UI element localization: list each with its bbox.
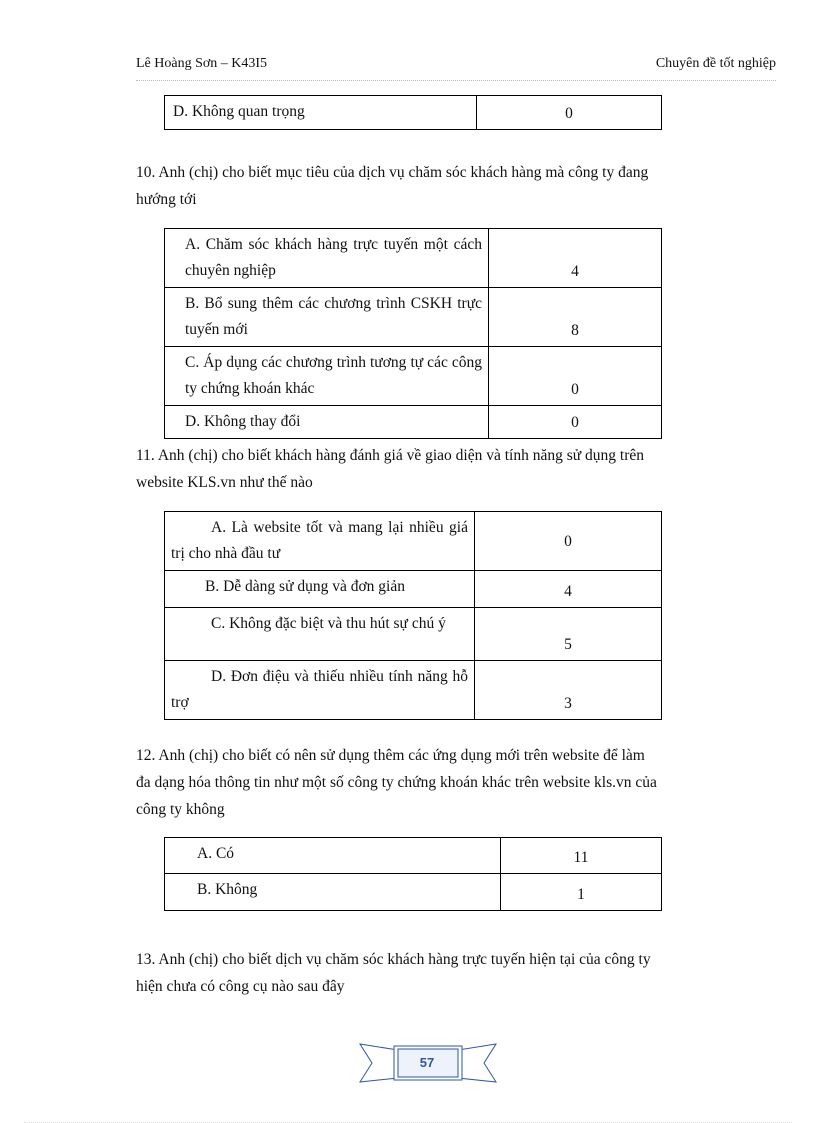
answer-table-q9 — [164, 95, 662, 130]
table-row — [165, 661, 662, 720]
question-text: 13. Anh (chị) cho biết dịch vụ chăm sóc khách hàng trực tuyến hiện tại của công ty — [136, 951, 651, 968]
question-text: 12. Anh (chị) cho biết có nên sử dụng thêm các ứng dụng mới trên website để làm — [136, 747, 645, 764]
question-text: 10. Anh (chị) cho biết mục tiêu của dịch vụ chăm sóc khách hàng mà công ty đang — [136, 164, 649, 181]
table-row — [165, 96, 662, 130]
question-text: hướng tới — [136, 191, 197, 208]
answer-count: 0 — [489, 406, 662, 439]
answer-count: 0 — [477, 96, 662, 130]
banner-right-ribbon — [458, 1044, 496, 1082]
answer-label: D. Đơn điệu và thiếu nhiều tính năng hỗ trợ — [165, 661, 475, 720]
answer-table-q10 — [164, 228, 662, 439]
answer-label: A. Có — [165, 838, 501, 874]
answer-count: 1 — [501, 874, 662, 911]
table-row — [165, 874, 662, 911]
answer-label: C. Áp dụng các chương trình tương tự các công ty chứng khoán khác — [165, 347, 489, 406]
answer-count: 0 — [489, 347, 662, 406]
answer-count: 11 — [501, 838, 662, 874]
table-row — [165, 347, 662, 406]
question-text: hiện chưa có công cụ nào sau đây — [136, 978, 345, 995]
answer-label: A. Là website tốt và mang lại nhiều giá trị cho nhà đầu tư — [165, 512, 475, 571]
table-row — [165, 838, 662, 874]
table-row — [165, 608, 662, 661]
question-11 — [136, 442, 738, 496]
table-row — [165, 512, 662, 571]
answer-label: D. Không thay đổi — [165, 406, 489, 439]
answer-table-q12 — [164, 837, 662, 911]
answer-label: B. Bổ sung thêm các chương trình CSKH trực tuyến mới — [165, 288, 489, 347]
answer-count: 4 — [489, 229, 662, 288]
question-text: website KLS.vn như thế nào — [136, 474, 313, 491]
table-row — [165, 571, 662, 608]
question-12 — [136, 742, 738, 823]
question-text: đa dạng hóa thông tin như một số công ty chứng khoán khác trên website kls.vn của — [136, 774, 657, 791]
answer-label: B. Dễ dàng sử dụng và đơn giản — [165, 571, 475, 608]
answer-label: C. Không đặc biệt và thu hút sự chú ý — [165, 608, 475, 661]
page-number: 57 — [419, 1055, 435, 1070]
answer-label: D. Không quan trọng — [165, 96, 477, 130]
answer-table-q11 — [164, 511, 662, 720]
table-row — [165, 406, 662, 439]
table-row — [165, 229, 662, 288]
answer-count: 0 — [475, 512, 662, 571]
answer-label: B. Không — [165, 874, 501, 911]
answer-count: 4 — [475, 571, 662, 608]
table-row — [165, 288, 662, 347]
banner-left-ribbon — [360, 1044, 398, 1082]
answer-label: A. Chăm sóc khách hàng trực tuyến một cách chuyên nghiệp — [165, 229, 489, 288]
answer-count: 5 — [475, 608, 662, 661]
question-text: công ty không — [136, 801, 225, 818]
header-divider — [136, 80, 776, 81]
answer-count: 8 — [489, 288, 662, 347]
question-text: 11. Anh (chị) cho biết khách hàng đánh giá về giao diện và tính năng sử dụng trên — [136, 447, 645, 464]
header-author: Lê Hoàng Sơn – K43I5 — [136, 56, 268, 71]
header-title: Chuyên đề tốt nghiệp — [655, 56, 776, 71]
question-13 — [136, 946, 738, 1000]
answer-count: 3 — [475, 661, 662, 720]
question-10 — [136, 159, 738, 213]
